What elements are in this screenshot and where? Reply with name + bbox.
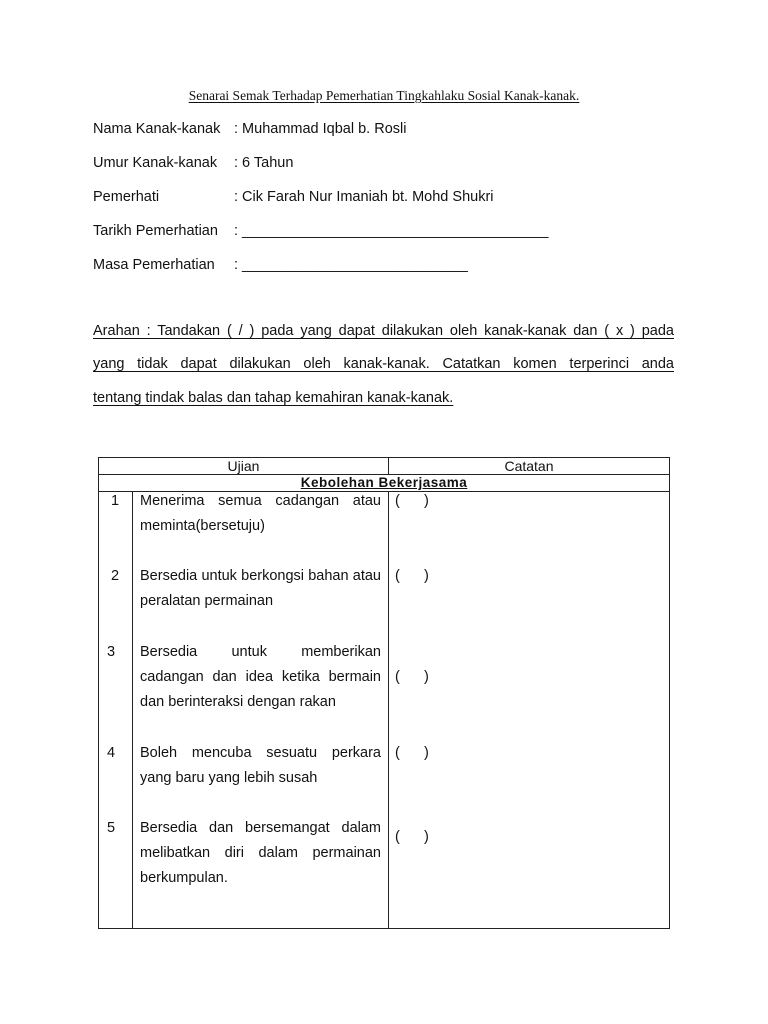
field-label: Umur Kanak-kanak xyxy=(93,155,218,171)
instructions-line-3: tentang tindak balas dan tahap kemahiran kanak-kanak. xyxy=(93,390,454,406)
item-note: ( ) xyxy=(395,829,429,845)
item-note: ( ) xyxy=(395,669,429,685)
instructions-line-1: Arahan : Tandakan ( / ) pada yang dapat dilakukan oleh kanak-kanak dan ( x ) pada xyxy=(93,323,674,339)
field-child-age xyxy=(93,155,293,171)
item-text: Menerima semua cadangan atau meminta(bersetuju) xyxy=(140,493,381,534)
number-column xyxy=(99,492,133,929)
item-text: Bersedia untuk berkongsi bahan atau peralatan permainan xyxy=(140,568,381,609)
item-number: 4 xyxy=(107,745,116,761)
field-value: : Muhammad Iqbal b. Rosli xyxy=(234,121,407,137)
section-title: Kebolehan Bekerjasama xyxy=(99,475,670,492)
item-text: Bersedia untuk memberikan cadangan dan idea ketika bermain dan berinteraksi dengan rakan xyxy=(140,644,381,710)
item-note: ( ) xyxy=(395,493,429,509)
item-text: Boleh mencuba sesuatu perkara yang baru yang lebih susah xyxy=(140,745,381,786)
item-text: Bersedia dan bersemangat dalam melibatkan diri dalam permainan berkumpulan. xyxy=(140,820,381,886)
item-note: ( ) xyxy=(395,745,429,761)
field-label: Tarikh Pemerhatian xyxy=(93,223,218,239)
field-value: : 6 Tahun xyxy=(234,155,294,171)
field-observation-date xyxy=(93,223,549,239)
field-label: Pemerhati xyxy=(93,189,160,205)
field-child-name xyxy=(93,121,406,137)
test-column xyxy=(133,492,389,929)
item-note: ( ) xyxy=(395,568,429,584)
instructions-line-2: yang tidak dapat dilakukan oleh kanak-kanak. Catatkan komen terperinci anda xyxy=(93,356,674,372)
item-number: 3 xyxy=(107,644,116,660)
items-row xyxy=(99,492,670,929)
field-value: : ______________________________________ xyxy=(234,223,549,239)
field-observer xyxy=(93,189,494,205)
header-test: Ujian xyxy=(99,458,389,475)
item-number: 2 xyxy=(111,568,120,584)
checklist-table xyxy=(98,457,670,929)
header-notes: Catatan xyxy=(389,458,670,475)
field-label: Nama Kanak-kanak xyxy=(93,121,221,137)
field-value: : Cik Farah Nur Imaniah bt. Mohd Shukri xyxy=(234,189,494,205)
table-header-row xyxy=(99,458,670,475)
item-number: 1 xyxy=(111,493,120,509)
item-number: 5 xyxy=(107,820,116,836)
notes-column xyxy=(389,492,670,929)
field-value: : ____________________________ xyxy=(234,257,468,273)
document-title: Senarai Semak Terhadap Pemerhatian Tingkahlaku Sosial Kanak-kanak. xyxy=(188,88,580,103)
field-observation-time xyxy=(93,257,468,273)
field-label: Masa Pemerhatian xyxy=(93,257,215,273)
